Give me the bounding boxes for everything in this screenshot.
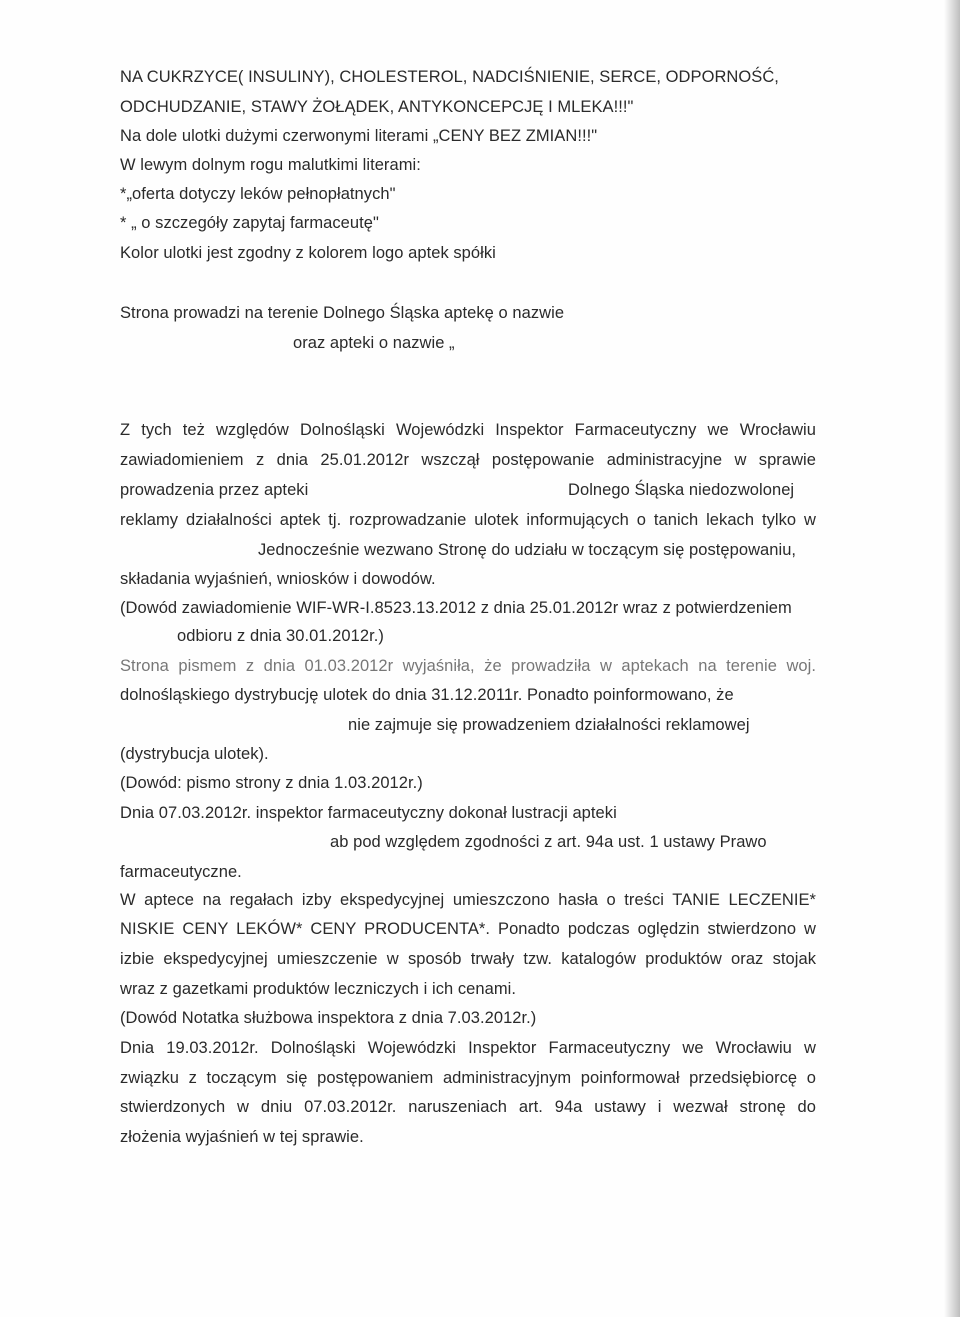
text-line: zawiadomieniem z dnia 25.01.2012r wszczął postępowanie administracyjne w sprawie — [120, 451, 816, 469]
text-line: farmaceutyczne. — [120, 863, 242, 881]
text-line: składania wyjaśnień, wniosków i dowodów. — [120, 570, 436, 588]
text-line: ODCHUDZANIE, STAWY ŻOŁĄDEK, ANTYKONCEPCJĘ I MLEKA!!!" — [120, 98, 634, 116]
text-line: NA CUKRZYCE( INSULINY), CHOLESTEROL, NADCIŚNIENIE, SERCE, ODPORNOŚĆ, — [120, 68, 779, 86]
text-line: Strona pismem z dnia 01.03.2012r wyjaśniła, że prowadziła w aptekach na terenie woj. — [120, 657, 816, 675]
text-line: Z tych też względów Dolnośląski Wojewódzki Inspektor Farmaceutyczny we Wrocławiu — [120, 421, 816, 439]
text-line: (dystrybucja ulotek). — [120, 745, 269, 763]
text-line: reklamy działalności aptek tj. rozprowadzanie ulotek informujących o tanich lekach tylko w — [120, 511, 816, 529]
text-line: W aptece na regałach izby ekspedycyjnej umieszczono hasła o treści TANIE LECZENIE* — [120, 891, 816, 909]
page-edge-shadow — [944, 0, 960, 1317]
text-line: W lewym dolnym rogu malutkimi literami: — [120, 156, 421, 174]
text-line: izbie ekspedycyjnej umieszczenie w sposób trwały tzw. katalogów produktów oraz stojak — [120, 950, 816, 968]
text-line: oraz apteki o nazwie „ — [293, 334, 455, 352]
text-line: *„oferta dotyczy leków pełnopłatnych" — [120, 185, 396, 203]
text-line: Kolor ulotki jest zgodny z kolorem logo aptek spółki — [120, 244, 496, 262]
text-line: dolnośląskiego dystrybucję ulotek do dnia 31.12.2011r. Ponadto poinformowano, że — [120, 686, 734, 704]
text-line: wraz z gazetkami produktów leczniczych i ich cenami. — [120, 980, 516, 998]
text-line: ab pod względem zgodności z art. 94a ust. 1 ustawy Prawo — [330, 833, 767, 851]
text-line: Strona prowadzi na terenie Dolnego Śląska aptekę o nazwie — [120, 304, 565, 322]
text-line: odbioru z dnia 30.01.2012r.) — [177, 627, 384, 645]
text-line: Na dole ulotki dużymi czerwonymi literami „CENY BEZ ZMIAN!!!" — [120, 127, 598, 145]
text-line: NISKIE CENY LEKÓW* CENY PRODUCENTA*. Ponadto podczas oględzin stwierdzono w — [120, 920, 816, 938]
text-line: Dolnego Śląska niedozwolonej — [568, 481, 795, 499]
text-line: nie zajmuje się prowadzeniem działalności reklamowej — [348, 716, 750, 734]
text-line: (Dowód: pismo strony z dnia 1.03.2012r.) — [120, 774, 423, 792]
text-line: związku z toczącym się postępowaniem administracyjnym poinformował przedsiębiorcę o — [120, 1069, 816, 1087]
text-line: prowadzenia przez apteki — [120, 481, 309, 499]
text-line: Dnia 07.03.2012r. inspektor farmaceutyczny dokonał lustracji apteki — [120, 804, 617, 822]
text-line: Dnia 19.03.2012r. Dolnośląski Wojewódzki Inspektor Farmaceutyczny we Wrocławiu w — [120, 1039, 816, 1057]
text-line: (Dowód zawiadomienie WIF-WR-I.8523.13.2012 z dnia 25.01.2012r wraz z potwierdzeniem — [120, 599, 792, 617]
text-line: Jednocześnie wezwano Stronę do udziału w toczącym się postępowaniu, — [258, 541, 797, 559]
text-line: stwierdzonych w dniu 07.03.2012r. naruszeniach art. 94a ustawy i wezwał stronę do — [120, 1098, 816, 1116]
text-line: złożenia wyjaśnień w tej sprawie. — [120, 1128, 364, 1146]
text-line: * „ o szczegóły zapytaj farmaceutę" — [120, 214, 379, 232]
text-line: (Dowód Notatka służbowa inspektora z dnia 7.03.2012r.) — [120, 1009, 537, 1027]
